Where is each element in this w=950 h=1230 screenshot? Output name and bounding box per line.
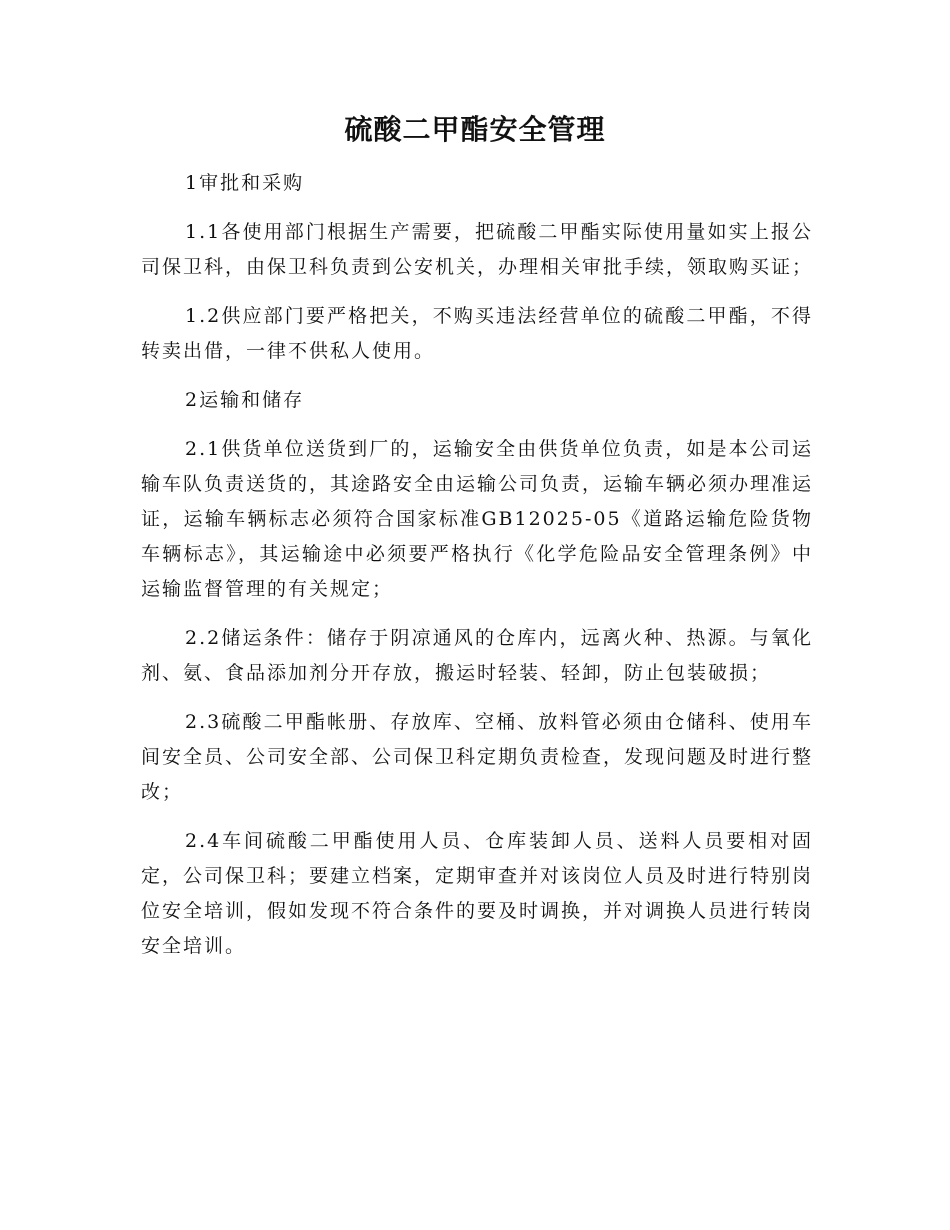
paragraph: 2.3硫酸二甲酯帐册、存放库、空桶、放料管必须由仓储科、使用车间安全员、公司安全部、公司保卫科定期负责检查，发现问题及时进行整改； (141, 711, 814, 803)
section-heading: 1审批和采购 (185, 172, 305, 194)
document-title: 硫酸二甲酯安全管理 (344, 113, 606, 146)
section-heading: 2运输和储存 (185, 389, 305, 411)
paragraph: 2.1供货单位送货到厂的，运输安全由供货单位负责，如是本公司运输车队负责送货的，其途路安全由运输公司负责，运输车辆必须办理准运证，运输车辆标志必须符合国家标准GB12025-05《道路运输危险货物车辆标志》，其运输途中必须要严格执行《化学危险品安全管理条例》中运输监督管理的有关规定； (141, 438, 814, 600)
paragraph: 2.2储运条件：储存于阴凉通风的仓库内，远离火种、热源。与氧化剂、氨、食品添加剂分开存放，搬运时轻装、轻卸，防止包装破损； (141, 627, 813, 684)
document-body (141, 166, 813, 978)
paragraph: 1.1各使用部门根据生产需要，把硫酸二甲酯实际使用量如实上报公司保卫科，由保卫科负责到公安机关，办理相关审批手续，领取购买证； (141, 221, 814, 278)
paragraph: 2.4车间硫酸二甲酯使用人员、仓库装卸人员、送料人员要相对固定，公司保卫科；要建立档案，定期审查并对该岗位人员及时进行特别岗位安全培训，假如发现不符合条件的要及时调换，并对调换人员进行转岗安全培训。 (141, 830, 814, 957)
paragraph: 1.2供应部门要严格把关，不购买违法经营单位的硫酸二甲酯，不得转卖出借，一律不供私人使用。 (141, 305, 813, 362)
